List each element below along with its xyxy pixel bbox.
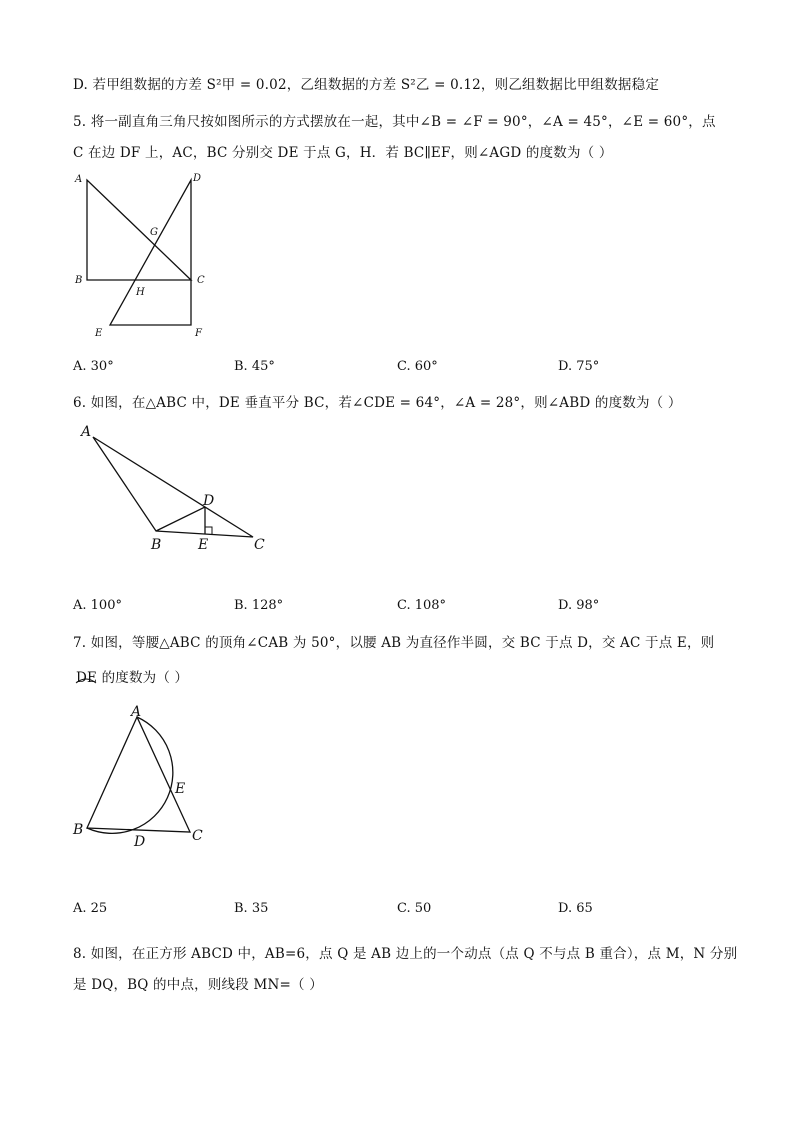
q7-option-c: C. 50 <box>397 901 432 916</box>
q5-label-g: G <box>150 227 158 238</box>
q6-label-d: D <box>203 493 215 509</box>
q7-stem-line2 <box>76 666 188 686</box>
q7-option-a: A. 25 <box>73 901 108 916</box>
q8-stem-line2: 是 DQ，BQ 的中点，则线段 MN=（ ） <box>73 977 323 993</box>
q6-option-d: D. 98° <box>558 598 600 613</box>
q5-option-b: B. 45° <box>234 359 275 374</box>
q5-figure <box>70 168 220 344</box>
q5-stem-line2: C 在边 DF 上，AC，BC 分别交 DE 于点 G，H．若 BC∥EF，则∠AGD 的度数为（ ） <box>73 145 613 161</box>
q6-option-b: B. 128° <box>234 598 284 613</box>
q7-label-e: E <box>175 781 186 797</box>
q7-figure <box>70 700 220 855</box>
q7-stem-line2-text: DE 的度数为（ ） <box>76 670 189 686</box>
q7-semicircle-arc <box>87 717 173 833</box>
q5-label-a: A <box>75 174 83 185</box>
q6-segment-bd <box>156 507 205 531</box>
q5-label-d: D <box>193 173 202 184</box>
q7-stem-line1: 7. 如图，等腰△ABC 的顶角∠CAB 为 50°，以腰 AB 为直径作半圆，交 BC 于点 D，交 AC 于点 E，则 <box>73 635 715 651</box>
q7-label-d: D <box>134 834 146 850</box>
q5-triangle-abc <box>87 180 191 280</box>
q7-label-c: C <box>192 828 203 844</box>
q7-label-a: A <box>131 704 142 720</box>
q6-option-c: C. 108° <box>397 598 447 613</box>
q5-option-c: C. 60° <box>397 359 438 374</box>
q5-option-a: A. 30° <box>73 359 114 374</box>
q5-label-b: B <box>75 275 83 286</box>
q5-triangle-def <box>110 180 191 325</box>
q6-label-c: C <box>254 537 265 553</box>
q6-figure <box>75 418 275 558</box>
q6-option-a: A. 100° <box>73 598 122 613</box>
q5-label-f: F <box>195 328 202 339</box>
q4-option-d: D. 若甲组数据的方差 S²甲 = 0.02，乙组数据的方差 S²乙 = 0.12，则乙组数据比甲组数据稳定 <box>73 77 660 93</box>
q5-label-c: C <box>197 275 205 286</box>
q6-label-a: A <box>81 424 92 440</box>
q6-label-e: E <box>198 537 209 553</box>
q6-label-b: B <box>151 537 162 553</box>
q7-triangle-abc <box>87 717 190 832</box>
q7-option-d: D. 65 <box>558 901 593 916</box>
q5-option-d: D. 75° <box>558 359 600 374</box>
q8-stem-line1: 8. 如图，在正方形 ABCD 中，AB=6，点 Q 是 AB 边上的一个动点（点 Q 不与点 B 重合），点 M，N 分别 <box>73 946 738 962</box>
q7-arc-symbol-icon <box>75 677 97 684</box>
q7-label-b: B <box>73 822 84 838</box>
q5-stem-line1: 5. 将一副直角三角尺按如图所示的方式摆放在一起，其中∠B = ∠F = 90°，∠A = 45°，∠E = 60°，点 <box>73 114 716 130</box>
q5-label-h: H <box>136 287 145 298</box>
q5-label-e: E <box>95 328 103 339</box>
q6-right-angle-mark <box>205 527 212 534</box>
q6-stem-line1: 6. 如图，在△ABC 中，DE 垂直平分 BC，若∠CDE = 64°，∠A = 28°，则∠ABD 的度数为（ ） <box>73 395 682 411</box>
q7-option-b: B. 35 <box>234 901 269 916</box>
